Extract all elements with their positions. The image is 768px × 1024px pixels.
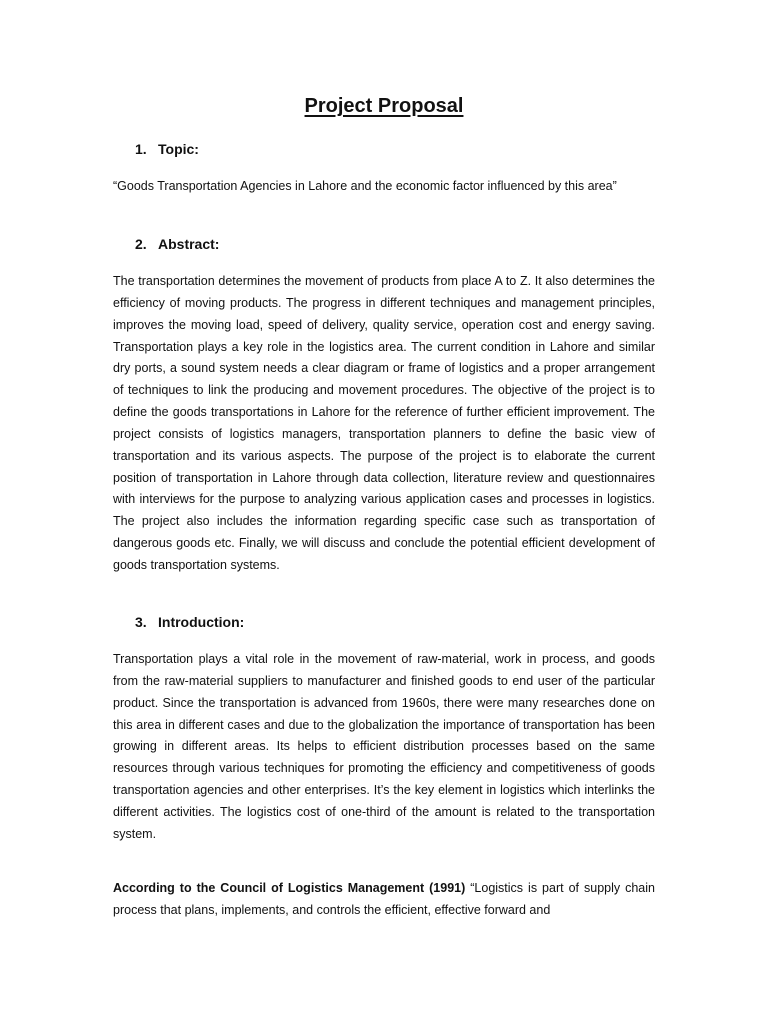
section-heading-text: Abstract: <box>158 236 220 252</box>
section-number: 3. <box>135 614 147 630</box>
council-quote-paragraph <box>113 878 655 922</box>
quote-source: According to the Council of Logistics Management (1991) <box>113 881 466 895</box>
topic-paragraph: “Goods Transportation Agencies in Lahore and the economic factor influenced by this area” <box>113 179 617 193</box>
page-title: Project Proposal <box>304 95 464 117</box>
section-heading-introduction <box>135 614 244 630</box>
section-heading-topic <box>135 141 199 157</box>
section-heading-text: Topic: <box>158 141 199 157</box>
section-heading-text: Introduction: <box>158 614 245 630</box>
section-heading-abstract <box>135 236 219 252</box>
section-number: 1. <box>135 141 147 157</box>
abstract-paragraph: The transportation determines the movement of products from place A to Z. It also determines the efficiency of moving products. The progress in different techniques and management principles, improves the moving load, speed of delivery, quality service, operation cost and energy saving. Transportation plays a key role in the logistics area. The current condition in Lahore and similar dry ports, a sound system needs a clear diagram or frame of logistics and a proper arrangement of techniques to link the producing and movement procedures. The objective of the project is to define the goods transportations in Lahore for the reference of further efficient improvement. The project consists of logistics managers, transportation planners to define the basic view of transportation and its various aspects. The purpose of the project is to elaborate the current position of transportation in Lahore through data collection, literature review and questionnaires with interviews for the purpose to analyzing various application cases and processes in logistics. The project also includes the information regarding specific case such as transportation of dangerous goods etc. Finally, we will discuss and conclude the potential efficient development of goods transportation systems. <box>113 274 655 572</box>
introduction-paragraph: Transportation plays a vital role in the movement of raw-material, work in process, and goods from the raw-material suppliers to manufacturer and finished goods to end user of the particular product. Since the transportation is advanced from 1960s, there were many researches done on this area in different cases and due to the globalization the importance of transportation has been growing in different areas. Its helps to efficient distribution processes based on the same resources through various techniques for promoting the efficiency and competitiveness of goods transportation agencies and other enterprises. It’s the key element in logistics which interlinks the different activities. The logistics cost of one-third of the amount is related to the transportation system. <box>113 652 655 841</box>
section-number: 2. <box>135 236 147 252</box>
quote-text: “Logistics is part of supply chain process that plans, implements, and controls the efficient, effective forward and <box>113 881 655 917</box>
